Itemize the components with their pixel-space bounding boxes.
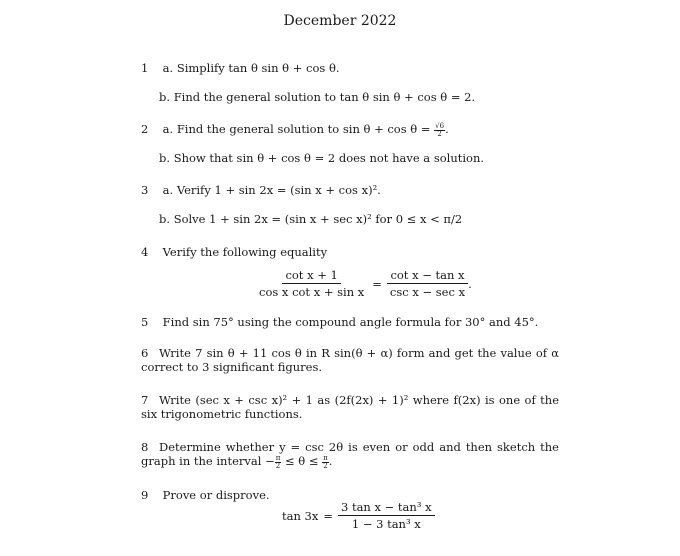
question-7 — [141, 393, 559, 421]
question-3a — [141, 183, 381, 197]
question-text: Write 7 sin θ + 11 cos θ in R sin(θ + α) form and get the value of α correct to 3 significant figures. — [141, 346, 559, 374]
part-text: Show that sin θ + cos θ = 2 does not have a solution. — [173, 151, 485, 165]
document-title: December 2022 — [283, 13, 397, 29]
question-number: 4 — [141, 245, 149, 259]
question-2b — [159, 151, 484, 165]
question-6 — [141, 346, 559, 374]
fraction: $\frac{\pi}{2}$ — [323, 453, 328, 470]
rhs-fraction: $\frac{\text{3 tan x − tan³ x}}{\text{1 − 3 tan³ x}}$ — [338, 500, 435, 531]
part-label: b. — [159, 90, 171, 104]
question-4 — [141, 245, 327, 259]
question-number: 1 — [141, 61, 149, 75]
question-text: Determine whether y = csc 2θ is even or odd and then sketch the graph in the interval − — [141, 440, 559, 468]
part-label: a. — [162, 122, 174, 136]
part-text: Find the general solution to sin θ + cos θ = — [176, 122, 431, 136]
question-number: 6 — [141, 346, 149, 360]
question-1b — [159, 90, 475, 104]
question-number: 9 — [141, 488, 149, 502]
question-8: 8 Determine whether y = csc 2θ is even or odd and then sketch the graph in the interval − $\frac{\pi}{2}$ ≤ θ ≤ $\frac{\pi}{2}$ . — [141, 440, 559, 470]
rhs-fraction: $\frac{\text{cot x − tan x}}{\text{csc x − sec x}}$ — [387, 268, 468, 299]
part-label: a. — [162, 183, 174, 197]
lhs-fraction: $\frac{\text{cot x + 1}}{\text{cos x cot x + sin x}}$ — [259, 268, 365, 299]
part-text: Find the general solution to tan θ sin θ + cos θ = 2. — [173, 90, 476, 104]
question-text: Prove or disprove. — [162, 488, 270, 502]
part-label: a. — [162, 61, 174, 75]
question-text: Verify the following equality — [162, 245, 328, 259]
question-text: Find sin 75° using the compound angle formula for 30° and 45°. — [162, 315, 539, 329]
question-number: 8 — [141, 440, 149, 454]
question-3b — [159, 212, 462, 226]
question-number: 7 — [141, 393, 149, 407]
question-1a — [141, 61, 340, 75]
question-4-equation: $\frac{\text{cot x + 1}}{\text{cos x cot x + sin x}}$ = $\frac{\text{cot x − tan x}}{\text{csc x − sec x}}$ . — [256, 268, 472, 299]
part-text: Verify 1 + sin 2x = (sin x + cos x)². — [176, 183, 381, 197]
question-9-equation: tan 3x = $\frac{\text{3 tan x − tan³ x}}{\text{1 − 3 tan³ x}}$ — [282, 500, 435, 531]
question-number: 5 — [141, 315, 149, 329]
part-label: b. — [159, 151, 171, 165]
question-9 — [141, 488, 270, 502]
question-2a: 2 a. Find the general solution to sin θ + cos θ = $\frac{√6}{2}$ . — [141, 121, 449, 138]
part-label: b. — [159, 212, 171, 226]
question-text: Write (sec x + csc x)² + 1 as (2f(2x) + 1)² where f(2x) is one of the six trigonometric functions. — [141, 393, 559, 421]
part-text: Solve 1 + sin 2x = (sin x + sec x)² for 0 ≤ x < π/2 — [173, 212, 463, 226]
fraction: $\frac{√6}{2}$ — [435, 121, 445, 138]
part-text: Simplify tan θ sin θ + cos θ. — [176, 61, 340, 75]
question-number: 2 — [141, 122, 149, 136]
question-5 — [141, 315, 538, 329]
question-number: 3 — [141, 183, 149, 197]
fraction: $\frac{\pi}{2}$ — [275, 453, 281, 470]
